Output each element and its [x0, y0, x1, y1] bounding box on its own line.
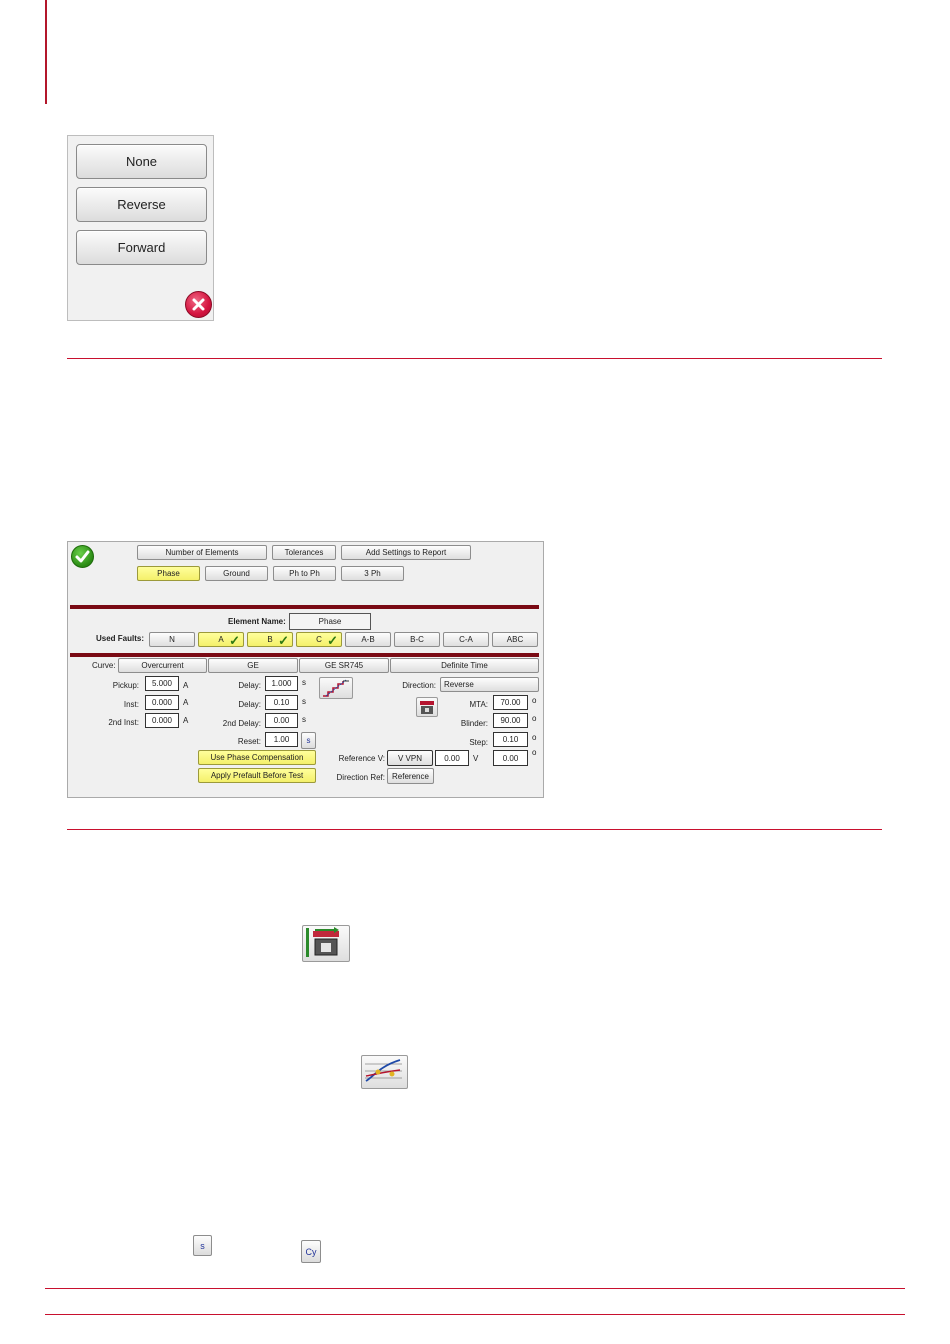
fault-b-button[interactable]: [247, 632, 293, 647]
fault-a-button[interactable]: [198, 632, 244, 647]
cycles-unit-button[interactable]: Cy: [301, 1240, 321, 1263]
pickup-label: Pickup:: [112, 681, 139, 690]
reset-input[interactable]: 1.00: [265, 732, 298, 747]
checkmark-icon: ✓: [229, 633, 240, 648]
pickup-input[interactable]: 5.000: [145, 676, 179, 691]
blinder-degree: o: [532, 714, 537, 723]
second-delay-unit: s: [302, 715, 306, 724]
page-accent-bar: [45, 0, 47, 104]
used-faults-label: Used Faults:: [96, 634, 145, 643]
curve-ge-sr745-button[interactable]: GE SR745: [299, 658, 389, 673]
reference-v-unit: V: [473, 754, 479, 763]
element-name-label: Element Name:: [228, 617, 286, 626]
reference-v-angle-input[interactable]: 0.00: [493, 750, 528, 766]
curve-definite-time-button[interactable]: Definite Time: [390, 658, 539, 673]
step-degree: o: [532, 733, 537, 742]
checkmark-icon: ✓: [327, 633, 338, 648]
direction-ref-button[interactable]: Reference: [387, 768, 434, 784]
forward-button[interactable]: Forward: [76, 230, 207, 265]
second-inst-unit: A: [183, 716, 189, 725]
inst-input[interactable]: 0.000: [145, 695, 179, 710]
curve-overcurrent-button[interactable]: Overcurrent: [118, 658, 207, 673]
footer-rule-bottom: [45, 1314, 905, 1315]
fault-b-c-button[interactable]: B-C: [394, 632, 440, 647]
direction-label: Direction:: [402, 681, 436, 690]
second-delay-label: 2nd Delay:: [222, 719, 261, 728]
section-divider: [67, 358, 882, 359]
mta-label: MTA:: [469, 700, 488, 709]
use-phase-compensation-button[interactable]: Use Phase Compensation: [198, 750, 316, 765]
characteristic-curve-icon[interactable]: [319, 677, 353, 699]
close-icon[interactable]: [185, 291, 212, 318]
reverse-button[interactable]: Reverse: [76, 187, 207, 222]
section-divider: [67, 829, 882, 830]
step-label: Step:: [469, 738, 488, 747]
delay-input[interactable]: 1.000: [265, 676, 298, 691]
none-button[interactable]: None: [76, 144, 207, 179]
fault-b-label: B: [267, 635, 273, 644]
blinder-input[interactable]: 90.00: [493, 713, 528, 728]
fault-c-button[interactable]: [296, 632, 342, 647]
fault-a-label: A: [218, 635, 224, 644]
reset-label: Reset:: [237, 737, 261, 746]
reference-v-label: Reference V:: [338, 754, 385, 763]
fault-abc-button[interactable]: ABC: [492, 632, 538, 647]
tolerances-button[interactable]: Tolerances: [272, 545, 336, 560]
second-inst-label: 2nd Inst:: [108, 718, 139, 727]
fault-c-label: C: [316, 635, 322, 644]
check-ok-icon: [71, 545, 94, 568]
section-separator: [70, 653, 539, 657]
fault-n-button[interactable]: N: [149, 632, 195, 647]
tab-phase[interactable]: Phase: [137, 566, 200, 581]
apply-prefault-button[interactable]: Apply Prefault Before Test: [198, 768, 316, 783]
trip-characteristic-icon[interactable]: [361, 1055, 408, 1089]
reference-v-select[interactable]: V VPN: [387, 750, 433, 766]
section-separator: [70, 605, 539, 609]
curve-label: Curve:: [92, 661, 116, 670]
delay2-input[interactable]: 0.10: [265, 695, 298, 710]
inst-label: Inst:: [123, 700, 139, 709]
direction-settings-icon[interactable]: [416, 697, 438, 717]
pickup-unit: A: [183, 681, 189, 690]
fault-a-b-button[interactable]: A-B: [345, 632, 391, 647]
tab-3-ph[interactable]: 3 Ph: [341, 566, 404, 581]
second-delay-input[interactable]: 0.00: [265, 713, 298, 728]
reference-v-degree: o: [532, 748, 537, 757]
add-settings-to-report-button[interactable]: Add Settings to Report: [341, 545, 471, 560]
element-settings-panel: [67, 541, 544, 798]
test-settings-icon[interactable]: [302, 925, 350, 962]
fault-c-a-button[interactable]: C-A: [443, 632, 489, 647]
mta-input[interactable]: 70.00: [493, 695, 528, 710]
checkmark-icon: ✓: [278, 633, 289, 648]
tab-ground[interactable]: Ground: [205, 566, 268, 581]
reset-seconds-button[interactable]: s: [301, 732, 316, 749]
inst-unit: A: [183, 698, 189, 707]
direction-dialog: [67, 135, 214, 321]
delay-label: Delay:: [238, 681, 261, 690]
second-inst-input[interactable]: 0.000: [145, 713, 179, 728]
curve-ge-button[interactable]: GE: [208, 658, 298, 673]
tab-ph-to-ph[interactable]: Ph to Ph: [273, 566, 336, 581]
seconds-unit-button[interactable]: s: [193, 1235, 212, 1256]
number-of-elements-button[interactable]: Number of Elements: [137, 545, 267, 560]
direction-select[interactable]: Reverse: [440, 677, 539, 692]
delay2-unit: s: [302, 697, 306, 706]
direction-ref-label: Direction Ref:: [336, 773, 385, 782]
reference-v-magnitude-input[interactable]: 0.00: [435, 750, 469, 766]
step-input[interactable]: 0.10: [493, 732, 528, 747]
delay2-label: Delay:: [238, 700, 261, 709]
mta-degree: o: [532, 696, 537, 705]
element-name-field[interactable]: Phase: [289, 613, 371, 630]
footer-rule-top: [45, 1288, 905, 1289]
delay-unit: s: [302, 678, 306, 687]
blinder-label: Blinder:: [460, 719, 488, 728]
